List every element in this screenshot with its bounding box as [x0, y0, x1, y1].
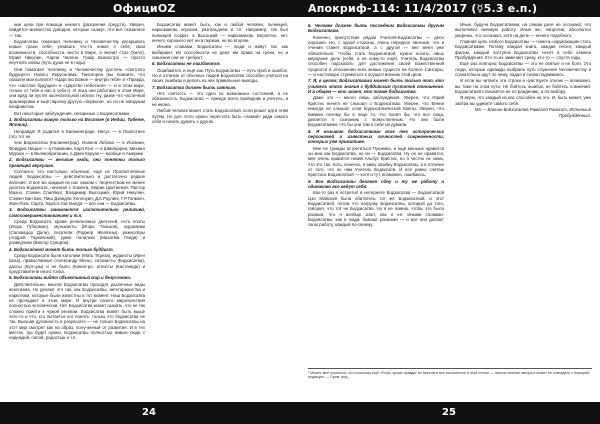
paragraph: Согласен, это настолько обычные, ещё не Просветлённые людей. Бодхисатвы — действительно и достаточно редкое явление. И всё же каждый из нас знаком с творчеством не менее десятка Бодхисатв, начиная с Хокинга, Марии Цветаевой, Пастор Махно, Стивен Спилберг, Владимир Высоцкий, Юрий Никулин, Стивен Ван Бек, Пиш Дэвидли Хеллоуин, Д.К.Роулинг, Г.Р.Толкиен, Жан-Поль Сартр, Карлос Кастанеда — все они — Бодхисатвы.: [9, 168, 145, 206]
paragraph: Среди Бодхисатв, кроме религиозных деятелей, есть поэты (Игорь Губерман), музыканты (Игорь Тальков), художники (Сальвадор Дали), писатели (Роджер Желязны), режиссёры (Андрей Тарковский), даже политики (Махатма Ганди) и разведчики (Виктор Суворов).: [9, 219, 145, 246]
paragraph: Я верю, что каждый из нас способен на это. И, быть может, уже завтра вы удивите самого себя.: [455, 95, 591, 106]
section-heading: 7. Бодхисатва должен быть святым.: [152, 84, 237, 90]
section-heading: 3. Бодхисатвы занимаются исключительно религией, самосовершенствованием и т.п.: [9, 207, 145, 218]
left-header-title: ОфициOZ: [113, 2, 176, 15]
paragraph: Бодхисатвы помогают Человеку и Человечеству раскрывать новые грани себя, узнавать что-то новое о себе, свои возможности, способности, вести в Мире, а значит стро (Хилл), Юрий Никулин, Чарли Чаплин, Граф Калиостро — просто неучтите скипы (путь души не в годы).: [9, 39, 145, 66]
paragraph: Иными словами, Бодхисатвы — люди и живут так, как выбирают. Их способности не дают им права на грехи, но и лишения они не требуют.: [152, 44, 288, 61]
right-page: [300, 0, 600, 424]
left-column-2: [152, 22, 288, 382]
paragraph: Они помогают Человеку и Человечеству достичь «светлого будущего» Нового Иерусалима, Тинелорна (вы помните, что сказали мои коллеги? «Царство Божие — внутри тебя» и «Правда, что «светлое будущее» и «Царство Небесное» — и в этом мире, только от тебя и нас в себе»). И пока они работают в этом Мире, они вряд ли пустят окончательной гибели. Ну, разве что частичной аранжировки и ещё парочку-другую «переков», но но не звездным конфликтом.: [9, 66, 145, 110]
paragraph: чем Бодхисатвы (Калининград). Иоанна Лобова — в Испании, Фридрих Ницше — в Германии, Карл Юнг — в Швейцарии, Михаил Мурзин — в Великобритании, а Джек Керуак — вообще в Америке.: [9, 140, 145, 156]
right-page-number: 25: [442, 407, 456, 418]
right-column-1: [308, 22, 444, 382]
section-heading: 7. Я, в целом, Бодхисатвами может быть только тот, кто учитель этого знания с буддийским пустотой отношения. И в общем — кто знает, кто также бодхисатва.: [308, 78, 444, 95]
paragraph: Неправда! Я родился в Калининграде. Иисус — в Палестине (это тот не: [9, 128, 145, 139]
paragraph: Любой человек может стать Бодхисатвой, если решит идти этим путём. Но для этого нужно перестать быть «ламой» ради самого себя и начать думать о других.: [152, 108, 288, 124]
section-heading: 8. Я называю бодхисатвами всех тех исторических персонажей и известных личностей современности, которых уже примитиве.: [308, 128, 444, 145]
left-footer-bar: [0, 402, 300, 424]
section-heading: 6. Бодхисатвы не ошибаются.: [152, 61, 221, 67]
paragraph: И если вы читаете эти строки и чувствуете отклик — возможно, вы тоже на этом пути. Не бойтесь ошибок, не бойтесь сомнений. Бодхисатвой становятся не по рождению, а по выбору.: [455, 78, 591, 95]
paragraph: Иные, будучи Бодхисатвами, на самом деле не осознают, что выполняют великую работу. Иные же, напротив, абсолютно уверены, что осознают, хотя на деле — ничего подобного.: [455, 22, 591, 38]
paragraph: Ещё раз повторю: Бодхисатвы — это не святые и не боги. Это люди, которые однажды выбрали путь служения Человечеству и сознательно идут по нему, падая и снова поднимаясь.: [455, 61, 591, 78]
paragraph: Даже это — много лишь заблуждения. Уверен, что Юрий Кристис ничего не слышал о Бодхисатвах. Уверен, что Бенни никогда не слышал слов бодхисатвической Каппы. Уверен, что Бавмен почему бы в лице то, что понял бы, что все лица, делается к сознанию с Божественным. Но они были Бодхисатвами, что бы они там о себе ни думали.: [308, 95, 444, 128]
paragraph: Главная цель любого Бодхисатвы — помочь окружающим стать Бодхисатвами. Потому каждая книга, каждая песня, каждый фильм, каждый поступок Бодхисатвы несёт в себе семена Пробуждения. Кто-то их замечает сразу, кто-то — спустя годы.: [455, 39, 591, 61]
right-header-title: Апокриф-114: 11/4/2017 (☿5.3 е.п.): [308, 2, 538, 15]
section-heading: 9. Все Бодхисатвы делают одну и ту же работу и одинаково все ведут себя.: [308, 178, 444, 189]
paragraph: Вот некоторые заблуждения, связанные с Бодхисатвами.: [14, 110, 131, 116]
section-heading: 6. Человек должен быть последним Бодхисатвы другим Бодхисатвам.: [308, 23, 444, 34]
paragraph: Среди Бодхисатв были католики (Мать Тереза), иудаисты (Ирен Шош), православные (Александр Мень), сатанисты (Бодхисатва), даосы (Кун-цзы) и не было (Канил-ро, атеисты (Кастанеда) и представители иного толка.: [9, 253, 145, 275]
section-heading: 5. Бодхисатвы видят объективный мир и безусловно.: [9, 275, 132, 281]
paragraph: Мне не трижды встретиться Пушкина, и ещё меньше нравится он мне как Бодхисатва, но он — Бодхисатва. Ну он не нравится, мне очень нравится некий Альбус Кристис, но я честно не знаю, что это так. Хоть, конечно, я вижу ошибку Бодхисатвы, а в отличие от того, что он нам Учитель Бодхисатв. И всё равно считаю Кристиса Бодхисатвой — хотя и тут, возможно, ошибаюсь.: [308, 145, 444, 178]
paragraph: ние цели при помощи некоего (разорения средств). Уверен, найдётся множество доводов, которые скажут, что всё сказанное — так.: [9, 22, 145, 38]
left-column-1: [9, 22, 145, 382]
section-heading: 2. Бодхисатвы — великие люди, они понятны только правящей верхушке.: [9, 157, 145, 168]
right-column-2: [455, 22, 591, 382]
paragraph: Бодхисатва может быть, как и любой человек, пьяницей, наркоманом, игроком, разгильдяем и т.п. Например, так был пьяницей Сократ, а Высоцкий — наркоманом. Вероятно, нет, ничего хорошего нет ни в первом, ни во втором.: [152, 22, 288, 44]
paragraph: Конечно, присутствие рядом Учителя-Бодхисатвы — дело хорошее. Но, с одной стороны, очень нередкое явление, что и Учения станет Бодхисатвой, а с другой — вне меня уже обязательно. Чтобы стать Бодхисатвой, нужно носить лишь мерцание дель (себя, а не кому-то ещё). Учитель Бодхисатвы способен подсказать для достижения своей Божественной сущности в отношении всех живых существ на Колесе Сансары, — и настоящее стремиться к осуществлению этой цели.: [308, 34, 444, 78]
signature: Ма — Ванник-Бодхисатва Рамалло Рааксат, Истинный Пробуждённый.: [474, 107, 591, 118]
paragraph: Ошибаются, и ещё как. Путь Бодхисатвы — путь проб и ошибок. Но в отличие от обычных людей Бодхисатва способен учиться на своих ошибках и делать из них правильные выводы.: [152, 67, 288, 84]
section-heading: 1. Бодхисатвы живут только на Востоке (в Индии, Тибете, Японии).: [9, 116, 145, 128]
paragraph: Нет, святость — это одно из возможных состояний, а не обязанность. Бодхисатва — прежде всего проводник и учитель, а не икона.: [152, 91, 288, 107]
right-footer-bar: [300, 402, 600, 424]
paragraph: Действительно, многие Бодхисатвы проходят различные виды аскетизма. Но делают это так, как Бодхисатвы, вегетарианства и наркотики, которые были известны в тот момент. Наш Бодхисатва не пропадает в этом мире. И внутри своего мирочувствия полностью человечески. Нет, Бодхисатва может сказать, что не так сложно прийти к чужой религии. Бодхисатва может быть выше чего-то и что, кто пытается его понять: только что бодхисатва не так. Высшая духовность в результате — не только Бодхисатвы на этот мир смотрят как на образ, полученный от развития. И в тех местах, где будет нужно, Бодхисатвы полностью живые люди с надеждой, силой, радостью и т.п.: [9, 281, 145, 341]
right-header-bar: [300, 0, 600, 17]
footnote: ¹ Может, мне помнится, что поскольку ещё «Ложь, кроме правды: во многом и все изложенное в этой статье — личное мнение автора и может не совпадать с позицией редакции. — Прим. ред.: [308, 368, 592, 380]
left-header-bar: [0, 0, 300, 17]
section-heading: 4. Бодхисатвой может быть только буддист.: [9, 246, 114, 252]
left-page-number: 24: [142, 407, 156, 418]
paragraph: Как-то раз я встретил в интернете Бодхисатва — Бодхисатвой Цзи Майской была обитатель тот же Бодхисатвой, и этот Бодхисатвой, потом что нагрузку Бодхисатвы, который до того, говорил, что тот не Бодхисатва. Но я не помню, чтобы это было разным, что я вообще знал, как и её. Иными словами: Бодхисатвы, как и люди, бывают разными — и все они делают свою работу, каждый по-своему.: [308, 190, 444, 228]
